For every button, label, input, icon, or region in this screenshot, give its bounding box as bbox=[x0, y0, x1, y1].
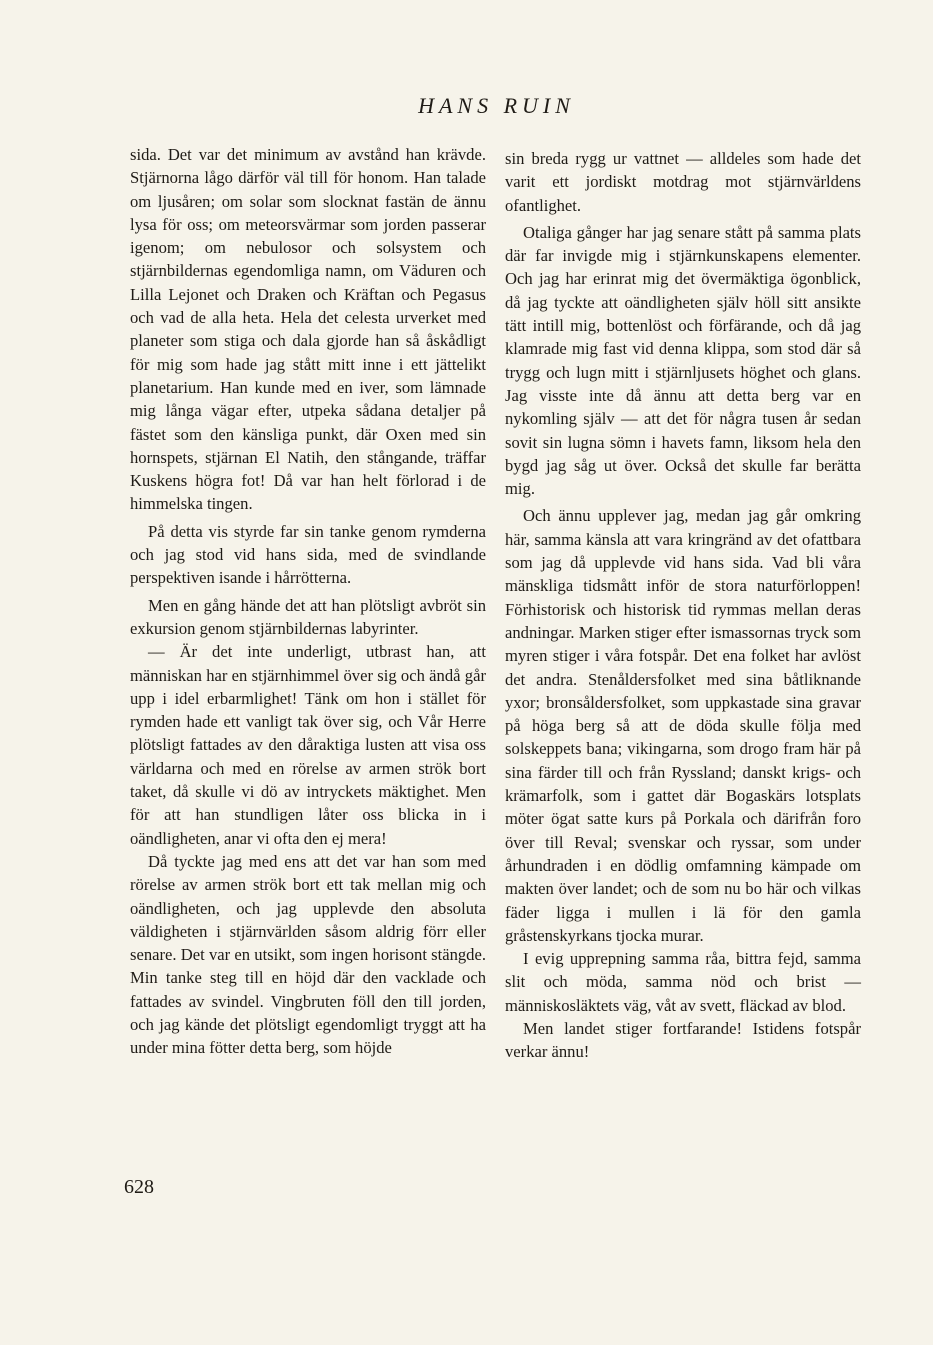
right-column bbox=[505, 147, 861, 1064]
page-number: 628 bbox=[124, 1176, 154, 1198]
paragraph: Och ännu upplever jag, medan jag går omkring här, samma känsla att vara kringränd av det ofattbara som jag då upplevde vid hans sida. Vad bli våra mänskliga tidsmått inför de stora naturförloppen! Förhistorisk och historisk tid rymmas mellan deras andningar. Marken stiger efter ismassornas tryck som myren stiger i våra fotspår. Det ena folket har avlöst det andra. Stenåldersfolket med sina båtliknande yxor; bronsåldersfolket, som uppkastade sina gravar på höga berg så att de döda skulle följa med solskeppets bana; vikingarna, som drogo fram här på sina färder till och från Ryssland; danskt krigs- och krämarfolk, som i gattet där Bogaskärs lotsplats möter ögat satte kurs på Porkala och därifrån foro över till Reval; svenskar och ryssar, som under århundraden i en dödlig omfamning kämpade om makten över landet; och de som nu bo här och vilkas fäder ligga i mullen i lä för den gamla gråstenskyrkans tjocka murar. bbox=[505, 506, 861, 945]
paragraph: sin breda rygg ur vattnet — alldeles som hade det varit ett jordiskt motdrag mot stjärnvärldens ofantlighet. bbox=[505, 149, 861, 215]
paragraph: Otaliga gånger har jag senare stått på samma plats där far invigde mig i stjärnkunskapens elementer. Och jag har erinrat mig det övermäktiga ögonblick, då jag tyckte att oändligheten själv höll sitt ansikte tätt intill mig, bottenlöst och förfärande, och då jag klamrade mig fast vid denna klippa, som stod där så trygg och lugn mitt i stjärnljusets höghet och glans. Jag visste inte då ännu att detta berg var en nykomling själv — att det för några tusen år sedan sovit sin lugna sömn i havets famn, liksom hela den bygd jag såg ut över. Också det skulle far berätta mig. bbox=[505, 222, 861, 499]
paragraph: — Är det inte underligt, utbrast han, att människan har en stjärnhimmel över sig och ändå går upp i idel erbarmlighet! Tänk om hon i stället för rymden hade ett vanligt tak över sig, och Vår Herre plötsligt fattades av den dåraktiga lusten att visa oss världarna och med en rörelse av armen strök bort taket, då skulle vi dö av intryckets mäktighet. Men för att han stundligen låter oss blicka in i oändligheten, anar vi ofta den ej mera! bbox=[130, 642, 486, 848]
left-column bbox=[130, 143, 486, 1060]
paragraph: På detta vis styrde far sin tanke genom rymderna och jag stod vid hans sida, med de svindlande perspektiven isande i hårrötterna. bbox=[130, 521, 486, 588]
paragraph: Men landet stiger fortfarande! Istidens fotspår verkar ännu! bbox=[505, 1018, 861, 1062]
paragraph: sida. Det var det minimum av avstånd han krävde. Stjärnorna lågo därför väl till för honom. Han talade om ljusåren; om solar som slocknat fastän de ännu lysa för oss; om meteorsvärmar som jorden passerar igenom; om nebulosor och solsystem och stjärnbildernas egendomliga namn, om Väduren och Lilla Lejonet och Draken och Kräftan och Pegasus och vad de alla heta. Hela det celesta urverket med planeter som stiga och dala gjorde han så åskådligt för mig som hade jag stått mitt inne i ett jättelikt planetarium. Han kunde med en iver, som lämnade mig långa vägar efter, utpeka sådana detaljer på fästet som den känsliga punkt, där Oxen med sin hornspets, stjärnan El Natih, den stångande, träffar Kuskens högra fot! Då var han helt förlorad i de himmelska tingen. bbox=[130, 145, 486, 514]
paragraph: Men en gång hände det att han plötsligt avbröt sin exkursion genom stjärnbildernas labyrinter. bbox=[130, 595, 486, 638]
paragraph: I evig upprepning samma råa, bittra fejd, samma slit och möda, samma nöd och brist — människosläktets väg, våt av svett, fläckad av blod. bbox=[505, 949, 861, 1015]
running-head: HANS RUIN bbox=[418, 93, 575, 118]
paragraph: Då tyckte jag med ens att det var han som med rörelse av armen strök bort ett tak mellan mig och oändligheten, och jag upplevde den absoluta väldigheten i stjärnvärlden såsom aldrig förr eller senare. Det var en utsikt, som ingen horisont stängde. Min tanke steg till en höjd där den vacklade och fattades av svindel. Vingbruten föll den till jorden, och jag kände det plötsligt egendomligt tryggt att ha under mina fötter detta berg, som höjde bbox=[130, 851, 486, 1058]
